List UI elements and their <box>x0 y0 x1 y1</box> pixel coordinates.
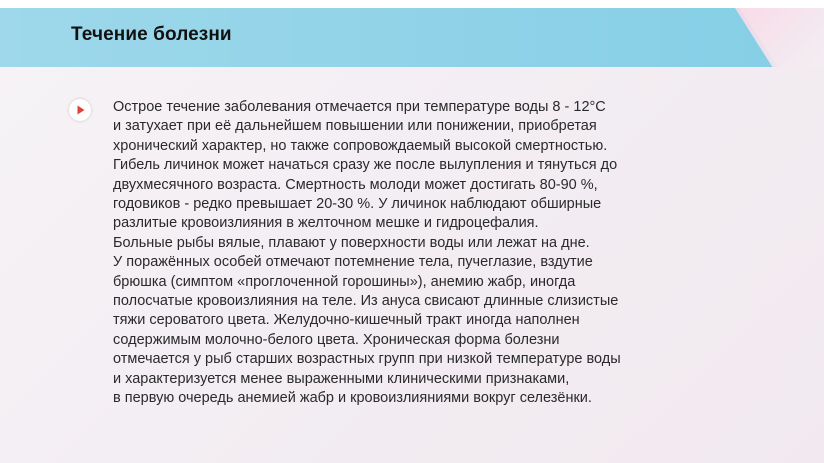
text-line: содержимым молочно-белого цвета. Хроническая форма болезни <box>113 331 560 348</box>
text-line: годовиков - редко превышает 20-30 %. У личинок наблюдают обширные <box>113 196 602 213</box>
text-line: полосчатые кровоизлияния на теле. Из ануса свисают длинные слизистые <box>113 293 619 310</box>
text-line: брюшка (симптом «проглоченной горошины»), анемию жабр, иногда <box>113 273 576 290</box>
text-line: тяжи сероватого цвета. Желудочно-кишечный тракт иногда наполнен <box>113 312 580 329</box>
page-title: Течение болезни <box>71 24 232 45</box>
text-line: У поражённых особей отмечают потемнение тела, пучеглазие, вздутие <box>113 254 593 271</box>
text-line: хронический характер, но также сопровождаемый высокой смертностью. <box>113 137 608 154</box>
text-line: Гибель личинок может начаться сразу же после вылупления и тянуться до <box>113 157 618 174</box>
text-line: двухмесячного возраста. Смертность молоди может достигать 80-90 %, <box>113 176 598 193</box>
text-line: и характеризуется менее выраженными клиническими признаками, <box>113 370 570 387</box>
body-paragraph <box>113 98 753 409</box>
text-line: отмечается у рыб старших возрастных групп при низкой температуре воды <box>113 351 621 368</box>
text-line: и затухает при её дальнейшем повышении или понижении, приобретая <box>113 118 597 135</box>
text-line: Больные рыбы вялые, плавают у поверхности воды или лежат на дне. <box>113 234 590 251</box>
text-line: разлитые кровоизлияния в желточном мешке и гидроцефалия. <box>113 215 539 232</box>
play-arrow-icon <box>69 99 91 121</box>
text-line: Острое течение заболевания отмечается при температуре воды 8 - 12°C <box>113 99 606 115</box>
text-line: в первую очередь анемией жабр и кровоизлияниями вокруг селезёнки. <box>113 390 592 407</box>
top-strip <box>0 0 824 8</box>
